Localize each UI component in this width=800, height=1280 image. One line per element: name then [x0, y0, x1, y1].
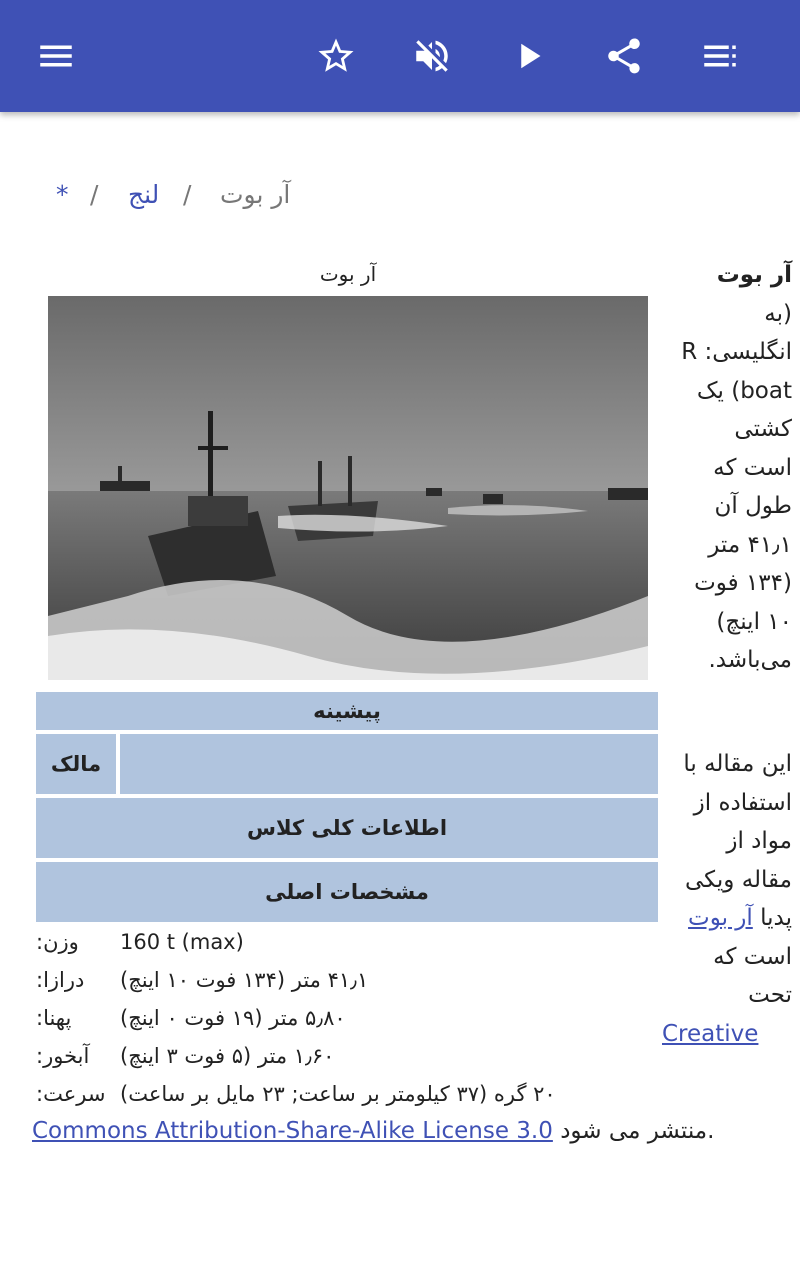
app-bar	[0, 0, 800, 112]
license-link[interactable]: Commons Attribution-Share-Alike License 3.0	[32, 1118, 553, 1144]
breadcrumb	[40, 180, 300, 220]
article-notice	[662, 745, 792, 1053]
notice-line: این مقاله با	[683, 751, 792, 777]
breadcrumb-separator: /	[90, 180, 99, 209]
play-button[interactable]	[502, 28, 558, 84]
intro-line: ۱۰ اینچ)	[716, 608, 792, 635]
infobox-caption: آر بوت	[319, 262, 377, 286]
breadcrumb-item-lenj[interactable]: لنج	[128, 180, 160, 209]
boat-photo-image	[48, 296, 648, 680]
spec-label: پهنا:	[36, 1006, 72, 1030]
favorite-button[interactable]	[308, 28, 364, 84]
boat-photo[interactable]	[48, 296, 648, 680]
spec-value: ۱٫۶۰ متر (۵ فوت ۳ اینچ)	[120, 1044, 335, 1068]
menu-button[interactable]	[28, 28, 84, 84]
breadcrumb-home[interactable]: *	[56, 180, 69, 209]
spec-value: ۴۱٫۱ متر (۱۳۴ فوت ۱۰ اینچ)	[120, 968, 369, 992]
spec-value: ۵٫۸۰ متر (۱۹ فوت ۰ اینچ)	[120, 1006, 346, 1030]
source-article-link[interactable]: آر بوت	[688, 905, 753, 931]
infobox-owner-label: مالک	[36, 734, 116, 794]
menu-icon	[35, 35, 77, 77]
share-button[interactable]	[596, 28, 652, 84]
intro-line: انگلیسی: R	[681, 339, 792, 365]
license-tail: منتشر می شود.	[560, 1118, 715, 1144]
breadcrumb-current: آر بوت	[220, 180, 291, 209]
notice-line: مقاله ویکی	[685, 866, 792, 893]
intro-line: boat) یک	[696, 377, 792, 404]
spec-value: ۲۰ گره (۳۷ کیلومتر بر ساعت; ۲۳ مایل بر ساعت)	[120, 1082, 556, 1106]
spec-label: آبخور:	[36, 1044, 90, 1068]
intro-line: است که	[713, 454, 792, 481]
intro-line: ۴۱٫۱ متر	[708, 531, 792, 558]
infobox-owner-value	[120, 734, 658, 794]
infobox-header-history: پیشینه	[36, 692, 658, 730]
breadcrumb-separator: /	[183, 180, 192, 209]
notice-line	[662, 1015, 792, 1054]
intro-line: طول آن	[714, 493, 792, 519]
intro-line: می‌باشد.	[708, 647, 792, 673]
notice-line: است که	[713, 943, 792, 970]
spec-value: 160 t (max)	[120, 930, 244, 954]
mute-button[interactable]	[404, 28, 460, 84]
intro-line: کشتی	[734, 416, 792, 442]
star-icon	[315, 35, 357, 77]
article-title: آر بوت	[716, 262, 792, 288]
spec-label: درازا:	[36, 968, 85, 992]
creative-commons-link[interactable]: Creative	[662, 1020, 759, 1047]
spec-label: سرعت:	[36, 1082, 106, 1106]
infobox-header-specs: مشخصات اصلی	[36, 862, 658, 922]
license-line	[32, 1118, 714, 1144]
contents-button[interactable]	[692, 28, 748, 84]
notice-line: تحت	[748, 982, 792, 1008]
article-intro	[662, 256, 792, 680]
play-icon	[509, 35, 551, 77]
intro-line: (به	[764, 300, 792, 327]
notice-line: مواد از	[726, 828, 792, 854]
notice-line: استفاده از	[693, 789, 792, 816]
playlist-icon	[699, 35, 741, 77]
share-icon	[603, 35, 645, 77]
volume-off-icon	[411, 35, 453, 77]
intro-line: (۱۳۴ فوت	[694, 570, 792, 596]
spec-label: وزن:	[36, 930, 79, 954]
infobox-header-class: اطلاعات کلی کلاس	[36, 798, 658, 858]
notice-line: پدیا آر بوت	[688, 905, 792, 931]
